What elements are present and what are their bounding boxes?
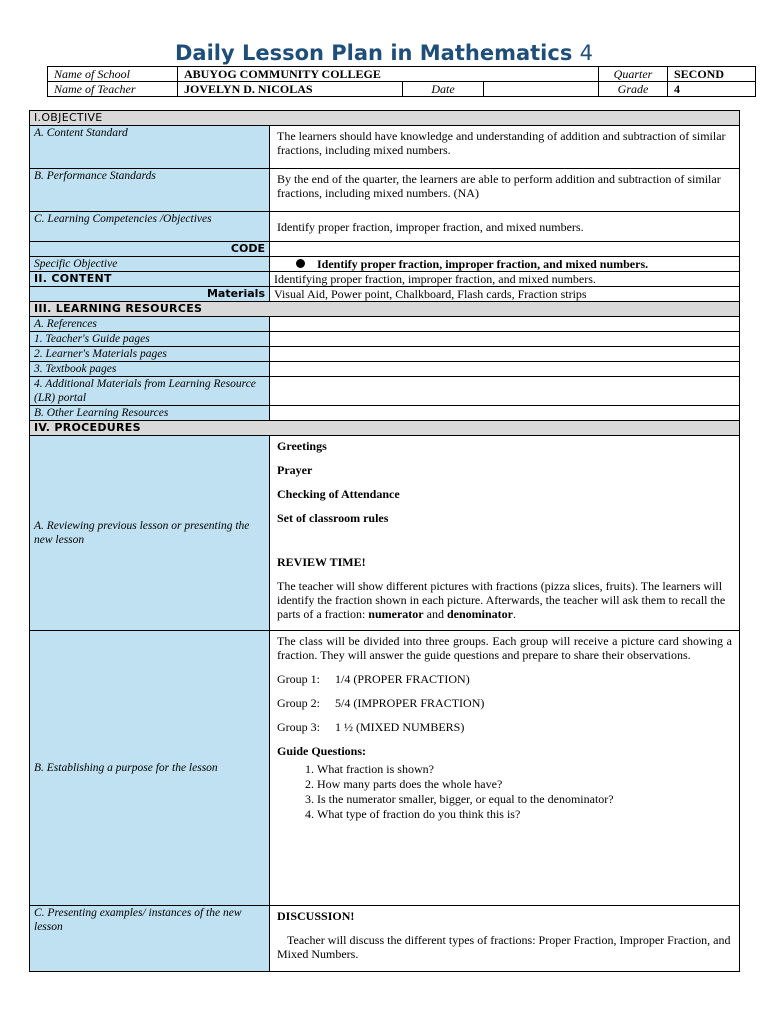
period-text: . (512, 607, 516, 621)
numerator-term: numerator (368, 607, 424, 621)
teachers-guide-label: 1. Teacher's Guide pages (30, 332, 270, 347)
title-text: Daily Lesson Plan in Mathematics (174, 41, 573, 65)
reviewing-lesson-label: A. Reviewing previous lesson or presenting the new lesson (30, 436, 270, 631)
textbook-pages-value (270, 362, 740, 377)
teachers-guide-value (270, 332, 740, 347)
school-label: Name of School (48, 67, 178, 82)
rules-text: Set of classroom rules (277, 511, 389, 525)
review-title: REVIEW TIME! (277, 555, 366, 569)
other-resources-value (270, 406, 740, 421)
school-value: ABUYOG COMMUNITY COLLEGE (178, 67, 599, 82)
additional-materials-label: 4. Additional Materials from Learning Resource (LR) portal (30, 377, 270, 406)
other-resources-label: B. Other Learning Resources (30, 406, 270, 421)
quarter-value: SECOND (668, 67, 756, 82)
performance-standards-value: By the end of the quarter, the learners are able to perform addition and subtraction of similar fractions, including mixed numbers. (NA) (270, 169, 740, 212)
grade-label: Grade (599, 82, 668, 97)
group-2-name: Group 2: (277, 696, 320, 710)
denominator-term: denominator (446, 607, 513, 621)
teacher-value: JOVELYN D. NICOLAS (178, 82, 403, 97)
code-label: CODE (30, 242, 270, 257)
competencies-label: C. Learning Competencies /Objectives (30, 212, 270, 242)
teacher-label: Name of Teacher (48, 82, 178, 97)
group-2 (277, 696, 732, 710)
learners-materials-label: 2. Learner's Materials pages (30, 347, 270, 362)
page-title (0, 41, 768, 65)
discussion-title: DISCUSSION! (277, 909, 355, 923)
content-section-heading: II. CONTENT (30, 272, 270, 287)
presenting-examples-label: C. Presenting examples/ instances of the new lesson (30, 906, 270, 972)
and-text: and (423, 607, 447, 621)
reviewing-lesson-content (270, 436, 740, 631)
header-table (47, 66, 756, 97)
group-2-value: 5/4 (IMPROPER FRACTION) (335, 696, 485, 710)
list-item: 1. What fraction is shown? (317, 762, 732, 777)
list-item: 2. How many parts does the whole have? (317, 777, 732, 792)
group-1-value: 1/4 (PROPER FRACTION) (335, 672, 470, 686)
guide-questions-list (277, 762, 732, 822)
grade-value: 4 (668, 82, 756, 97)
list-item: 3. Is the numerator smaller, bigger, or equal to the denominator? (317, 792, 732, 807)
group-3 (277, 720, 732, 734)
references-value (270, 317, 740, 332)
discussion-text: Teacher will discuss the different types of fractions: Proper Fraction, Improper Fraction, and Mixed Numbers. (277, 933, 731, 961)
textbook-pages-label: 3. Textbook pages (30, 362, 270, 377)
references-label: A. References (30, 317, 270, 332)
list-item: 4. What type of fraction do you think this is? (317, 807, 732, 822)
content-value: Identifying proper fraction, improper fraction, and mixed numbers. (270, 272, 740, 287)
establishing-purpose-content (270, 631, 740, 906)
date-value (484, 82, 599, 97)
specific-objective-label: Specific Objective (30, 257, 270, 272)
title-grade: 4 (579, 41, 594, 65)
group-3-value: 1 ½ (MIXED NUMBERS) (335, 720, 465, 734)
content-standard-value: The learners should have knowledge and understanding of addition and subtraction of similar fractions, including mixed numbers. (270, 126, 740, 169)
procedures-section-heading: IV. PROCEDURES (30, 421, 740, 436)
group-intro-text: The class will be divided into three groups. Each group will receive a picture card showing a fraction. They will answer the guide questions and prepare to share their observations. (277, 634, 732, 662)
objective-section-heading: I.OBJECTIVE (30, 111, 740, 126)
review-text (277, 579, 732, 621)
resources-section-heading: III. LEARNING RESOURCES (30, 302, 740, 317)
materials-value: Visual Aid, Power point, Chalkboard, Flash cards, Fraction strips (270, 287, 740, 302)
greetings-text: Greetings (277, 439, 327, 453)
group-1-name: Group 1: (277, 672, 320, 686)
performance-standards-label: B. Performance Standards (30, 169, 270, 212)
review-body: The teacher will show different pictures with fractions (pizza slices, fruits). The learners will identify the fraction shown in each picture. Afterwards, the teacher will ask them to recall the parts of a fraction: (277, 579, 726, 621)
group-1 (277, 672, 732, 686)
guide-questions-title: Guide Questions: (277, 744, 367, 758)
date-label: Date (403, 82, 484, 97)
competencies-value: Identify proper fraction, improper fraction, and mixed numbers. (270, 212, 740, 242)
content-standard-label: A. Content Standard (30, 126, 270, 169)
materials-label: Materials (30, 287, 270, 302)
learners-materials-value (270, 347, 740, 362)
specific-objective-value (270, 257, 740, 272)
lesson-plan-table (29, 110, 740, 972)
quarter-label: Quarter (599, 67, 668, 82)
presenting-examples-content (270, 906, 740, 972)
attendance-text: Checking of Attendance (277, 487, 400, 501)
code-value (270, 242, 740, 257)
prayer-text: Prayer (277, 463, 313, 477)
bullet-icon (296, 259, 305, 268)
establishing-purpose-label: B. Establishing a purpose for the lesson (30, 631, 270, 906)
specific-objective-text: Identify proper fraction, improper fraction, and mixed numbers. (317, 257, 649, 271)
group-3-name: Group 3: (277, 720, 320, 734)
additional-materials-value (270, 377, 740, 406)
